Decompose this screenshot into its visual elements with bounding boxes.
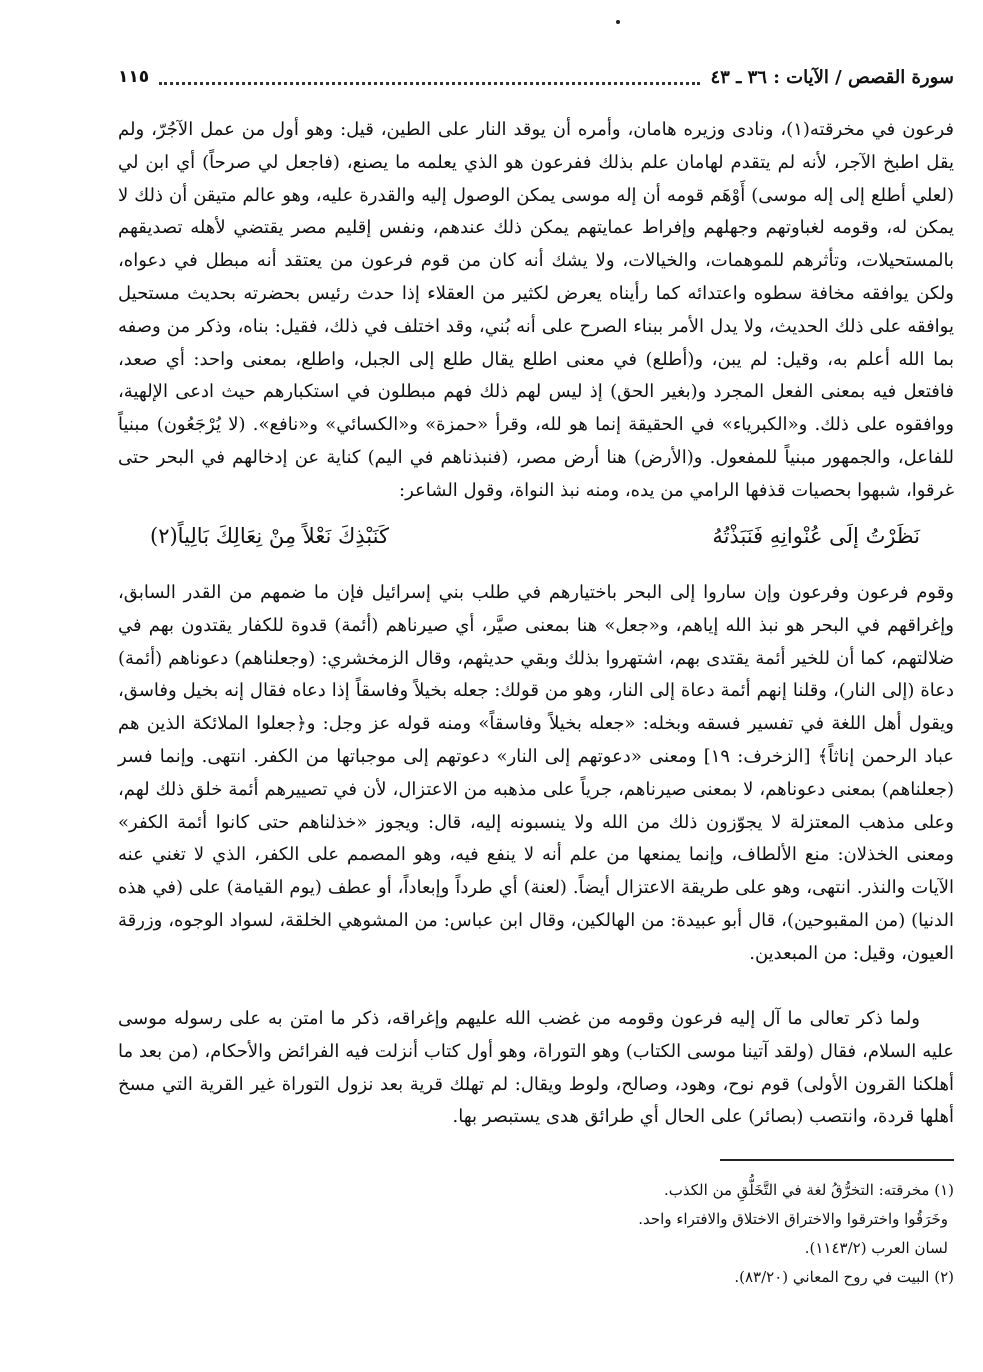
footnote-1-line-2: وخَرَقُوا واخترقوا والاختراق الاختلاق والافتراء واحد. bbox=[638, 1210, 948, 1228]
poetry-verse bbox=[150, 524, 920, 556]
page-header bbox=[118, 64, 954, 90]
paragraph-text: فرعون في مخرقته(١)، ونادى وزيره هامان، وأمره أن يوقد النار على الطين، قيل: وهو أول من عمل الآجُرّ، ولم يقل اطبخ الآجر، لأنه لم يتقدم لهامان علم بذلك ففرعون هو الذي يعلمه ما يصنع، (فاجعل لي صرحاً) أي ابن لي (لعلي أطلع إلى إله موسى) أَوْهَم قومه أن إله موسى يمكن الوصول إليه والقدرة عليه، وهو عالم متيقن أن ذلك لا يمكن له، وقومه لغباوتهم وجهلهم وإفراط عمايتهم يمكن ذلك عندهم، ونفس إقليم مصر يقتضي لأهله تصديقهم بالمستحيلات، وتأثرهم للموهمات، والخيالات، ولا يشك أنه كان من قوم فرعون من يعتقد أنه مبطل في دعواه، ولكن يوافقه مخافة سطوه واعتدائه كما رأيناه يعرض لكثير من العقلاء إذا حدث رئيس بحضرته بحديث مستحيل يوافقه على ذلك الحديث، ولا يدل الأمر ببناء الصرح على أنه بُني، وقد اختلف في ذلك، فقيل: بناه، وذكر من وصفه بما الله أعلم به، وقيل: لم يبن، و(أطلع) في معنى اطلع يقال طلع إلى الجبل، واطلع، بمعنى واحد: أي صعد، فافتعل فيه بمعنى الفعل المجرد و(بغير الحق) إذ ليس لهم ذلك فهم مبطلون في استكبارهم حيث ادعى الإلهية، ووافقوه على ذلك. و«الكبرياء» في الحقيقة إنما هو لله، وقرأ «حمزة» و«الكسائي» و«نافع». (لا يُرْجَعُون) مبنياً للفاعل، والجمهور مبنياً للمفعول. و(الأرض) هنا أرض مصر، (فنبذناهم في اليم) كناية عن إدخالهم في البحر حتى غرقوا، شبهوا بحصيات قذفها الرامي من يده، ومنه نبذ النواة، وقول الشاعر: bbox=[118, 119, 954, 501]
footnotes bbox=[300, 1176, 954, 1292]
verse-first-hemistich: نَظَرْتُ إلَى عُنْوانِهِ فَنَبَذْتُهُ bbox=[712, 524, 920, 548]
running-title: سورة القصص / الآيات : ٣٦ ـ ٤٣ bbox=[710, 66, 954, 88]
footnote-2: (٢) البيت في روح المعاني (٨٣/٢٠). bbox=[734, 1268, 954, 1286]
scan-dot-mark bbox=[616, 20, 620, 24]
verse-second-hemistich: كَنَبْذِكَ نَعْلاً مِنْ نِعَالِكَ بَالِياً(٢) bbox=[150, 524, 389, 548]
commentary-paragraph-2 bbox=[118, 577, 954, 971]
footnote-1-line-1: (١) مخرقته: التخرُّقُ لغة في التَّخَلُّقِ من الكذب. bbox=[664, 1181, 954, 1199]
footnote-1-line-3: لسان العرب (١١٤٣/٢). bbox=[804, 1239, 948, 1257]
page-number: ١١٥ bbox=[118, 67, 150, 87]
footnote-separator bbox=[720, 1159, 954, 1161]
commentary-paragraph-1 bbox=[118, 114, 954, 508]
paragraph-text: وقوم فرعون وفرعون وإن ساروا إلى البحر باختيارهم في طلب بني إسرائيل فإن ما ضمهم من القدر السابق، وإغراقهم في البحر هو نبذ الله إياهم، و«جعل» هنا بمعنى صيَّر، أي صيرناهم (أئمة) قدوة للكفار يقتدون بهم في ضلالتهم، كما أن للخير أئمة يقتدى بهم، اشتهروا بذلك وبقي حديثهم، وقال الزمخشري: (وجعلناهم) دعوناهم (أئمة) دعاة (إلى النار)، وقلنا إنهم أئمة دعاة إلى النار، وهو من قولك: جعله بخيلاً وفاسقاً إذا دعاه فقال إنه بخيل وفاسق، ويقول أهل اللغة في تفسير فسقه وبخله: «جعله بخيلاً وفاسقاً» ومنه قوله عز وجل: و﴿جعلوا الملائكة الذين هم عباد الرحمن إناثاً﴾ [الزخرف: ١٩] ومعنى «دعوتهم إلى النار» دعوتهم إلى موجباتها من الكفر. انتهى. وإنما فسر (جعلناهم) بمعنى دعوناهم، لا بمعنى صيرناهم، جرياً على مذهبه من الاعتزال، لأن في تصييرهم أئمة خلق ذلك لهم، وعلى مذهب المعتزلة لا يجوّزون ذلك من الله ولا ينسبونه إليه، قال: ويجوز «خذلناهم حتى كانوا أئمة الكفر» ومعنى الخذلان: منع الألطاف، وإنما يمنعها من علم أنه لا ينفع فيه، وهو المصمم على الكفر، الذي لا تغني عنه الآيات والنذر. انتهى، وهو على طريقة الاعتزال أيضاً. (لعنة) أي طرداً وإبعاداً، أو عطف (يوم القيامة) على (في هذه الدنيا) (من المقبوحين)، قال أبو عبيدة: من الهالكين، وقال ابن عباس: من المشوهي الخلقة، لسواد الوجوه، وزرقة العيون، وقيل: من المبعدين. bbox=[118, 582, 954, 964]
commentary-paragraph-3 bbox=[118, 1003, 954, 1134]
paragraph-text: ولما ذكر تعالى ما آل إليه فرعون وقومه من غضب الله عليهم وإغراقه، ذكر ما امتن به على رسوله موسى عليه السلام، فقال (ولقد آتينا موسى الكتاب) وهو التوراة، وهو أول كتاب أنزلت فيه الفرائض والأحكام، (من بعد ما أهلكنا القرون الأولى) قوم نوح، وهود، وصالح، ولوط ويقال: لم تهلك قرية بعد نزول التوراة غير القرية التي مسخ أهلها قردة، وانتصب (بصائر) على الحال أي طرائق هدى يستبصر بها. bbox=[118, 1008, 954, 1128]
dotted-leader bbox=[159, 70, 700, 85]
